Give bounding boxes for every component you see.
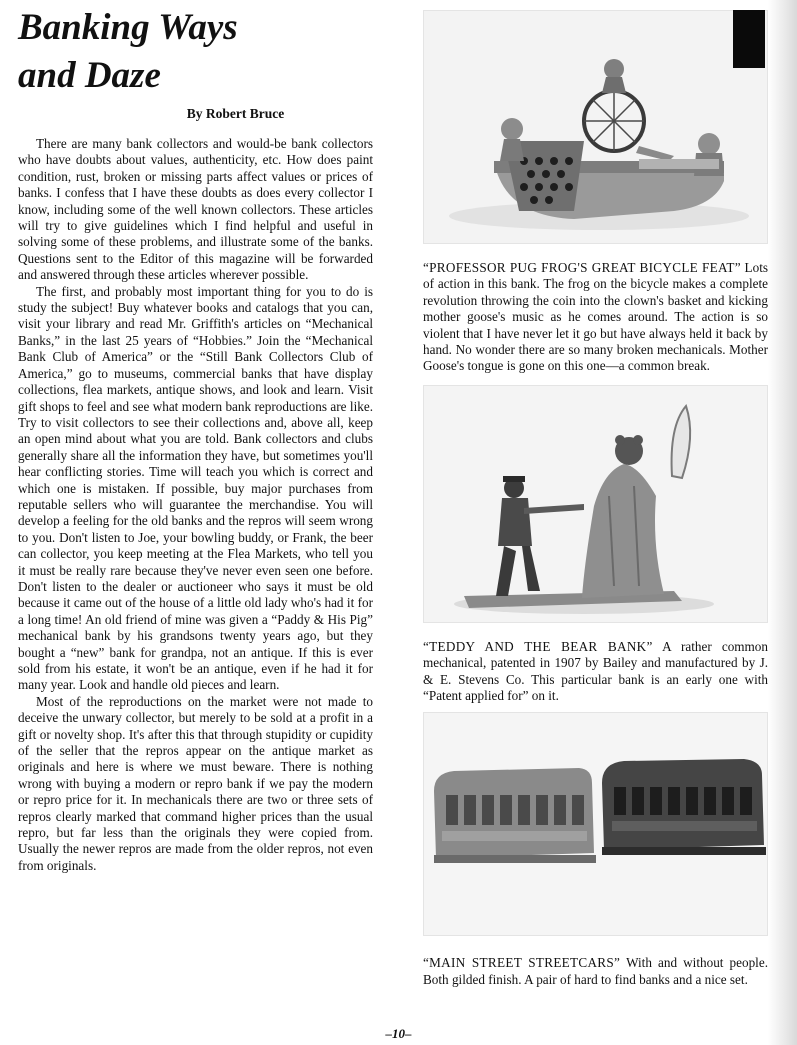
caption-title: “MAIN STREET STREETCARS” <box>423 955 621 971</box>
photo-column <box>423 10 768 988</box>
caption-body: Lots of action in this bank. The frog on the bicycle makes a complete revolution throwing the coin into the clown's basket and kicking mother goose's music as he comes around. The action is so violent that I have never let it go but have always held it back by hand. No wonder there are so many broken mechanicals. Mother Goose's tongue is gone on this one—a common break. <box>423 260 768 374</box>
caption-title: “TEDDY AND THE BEAR BANK” <box>423 638 653 654</box>
article-body <box>18 136 373 874</box>
teddy-bear-bank-image <box>424 386 767 622</box>
paragraph-3: Most of the reproductions on the market were not made to deceive the unwary collector, but merely to be sold at a profit in a gift or novelty shop. It's after this that through stupidity or cupidity of the seller that the repros appear on the antique market as originals and here is where we must beware. There is nothing wrong with buying a modern or repro bank if we pay the modern or repro price for it. In mechanicals there are two or three sets of repros clearly marked that command higher prices than the usual repro, but far less than the originals they were copied from. Usually the newer repros are made from the older repros, not even from originals. <box>18 693 373 873</box>
photo-streetcars <box>423 712 768 936</box>
page-edge-tab <box>733 10 765 68</box>
photo-teddy-bear-bank <box>423 385 768 623</box>
byline: By Robert Bruce <box>186 106 285 121</box>
title-line-1: Banking Ways <box>18 7 238 48</box>
article-column <box>18 4 373 874</box>
paragraph-1: There are many bank collectors and would-be bank collectors who have doubts about values, authenticity, etc. How does paint condition, rust, broken or missing parts affect values or prices of banks. I confess that I have these doubts as does every collector I know, including some of the well known collectors. These articles will try to give guidelines which I find helpful and useful in solving some of these problems, and illustrate some of the banks. Questions sent to the Editor of this magazine will be forwarded and answered through these articles wherever possible. <box>18 136 373 283</box>
article-title <box>18 4 373 100</box>
photo-pug-frog-bank <box>423 10 768 244</box>
streetcars-image <box>424 713 767 935</box>
caption-teddy-bear <box>423 639 768 705</box>
caption-body: A rather common mechanical, patented in 1907 by Bailey and manufactured by J. & E. Stevens Co. This particular bank is an early one with “Patent applied for” on it. <box>423 638 768 704</box>
caption-body: With and without people. Both gilded finish. A pair of hard to find banks and a nice set. <box>423 955 768 987</box>
pug-frog-bank-image <box>424 11 767 243</box>
title-line-2: and Daze <box>18 55 161 96</box>
page-binding-shadow <box>768 0 797 1045</box>
paragraph-2: The first, and probably most important thing for you to do is study the subject! Buy whatever books and catalogs that you can, visit your library and read Mr. Griffith's articles on “Mechanical Banks,” in the last 25 years of “Hobbies.” Join the “Mechanical Bank Club of America” or the “Still Bank Collectors Club of America,” go to museums, commercial banks that have display collections, flea markets, antique shows, and look and learn. Visit gift shops to feel and see what modern bank reproductions are like. Try to visit collectors to see their collections and, above all, keep an open mind about what you are told. Bank collectors and clubs generally share all the information they have, but sometimes you'll hear conflicting stories. Time will teach you which is correct and which one is mistaken. If possible, buy major purchases from reputable sellers who will guarantee the merchandise. You will develop a feeling for the old banks and the repros will seem wrong to you. Don't listen to Joe, your bowling buddy, or Frank, the beer can collector, you keep meeting at the Flea Markets, who tell you it must be really rare because they've never even seen one before. Don't listen to the dealer or auctioneer who says it must be old because it came out of the house of a little old lady who's had it for a long time! An old friend of mine was given a “Paddy & His Pig” mechanical bank by his grandsons twenty years ago, but they bought a “new” bank for grandpa, not an antique. If this is ever sold from his estate, it won't be an antique, even if he had it for many year. Look and handle old pieces and learn. <box>18 283 373 693</box>
caption-title: “PROFESSOR PUG FROG'S GREAT BICYCLE FEAT” <box>423 260 741 275</box>
page-number: –10– <box>385 1026 412 1041</box>
caption-pug-frog <box>423 260 768 375</box>
caption-streetcars <box>423 955 768 988</box>
